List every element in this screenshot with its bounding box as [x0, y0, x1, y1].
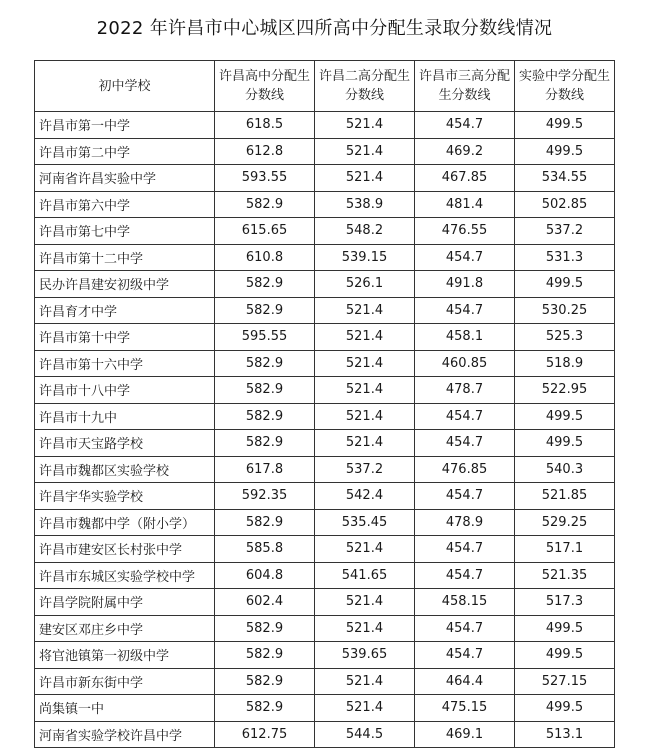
- school-name-cell: 许昌市第十中学: [35, 324, 215, 351]
- header-xuchang-second-high: 许昌二高分配生分数线: [315, 61, 415, 112]
- school-name-cell: 许昌市第二中学: [35, 138, 215, 165]
- xuchang-second-high-score-cell: 521.4: [315, 165, 415, 192]
- table-row: [35, 430, 615, 457]
- experimental-high-score-cell: 540.3: [515, 456, 615, 483]
- table-row: [35, 721, 615, 748]
- experimental-high-score-cell: 499.5: [515, 642, 615, 669]
- header-experimental-high: 实验中学分配生分数线: [515, 61, 615, 112]
- table-row: [35, 668, 615, 695]
- school-name-cell: 许昌市东城区实验学校中学: [35, 562, 215, 589]
- school-name-cell: 许昌市第六中学: [35, 191, 215, 218]
- xuchang-third-high-score-cell: 476.85: [415, 456, 515, 483]
- xuchang-second-high-score-cell: 539.65: [315, 642, 415, 669]
- experimental-high-score-cell: 513.1: [515, 721, 615, 748]
- xuchang-third-high-score-cell: 478.7: [415, 377, 515, 404]
- xuchang-second-high-score-cell: 521.4: [315, 297, 415, 324]
- school-name-cell: 许昌市魏都中学（附小学）: [35, 509, 215, 536]
- xuchang-high-score-cell: 582.9: [215, 191, 315, 218]
- xuchang-third-high-score-cell: 454.7: [415, 430, 515, 457]
- experimental-high-score-cell: 499.5: [515, 430, 615, 457]
- school-name-cell: 许昌市第十二中学: [35, 244, 215, 271]
- xuchang-high-score-cell: 617.8: [215, 456, 315, 483]
- table-row: [35, 377, 615, 404]
- experimental-high-score-cell: 502.85: [515, 191, 615, 218]
- xuchang-third-high-score-cell: 454.7: [415, 642, 515, 669]
- experimental-high-score-cell: 499.5: [515, 112, 615, 139]
- table-row: [35, 536, 615, 563]
- xuchang-second-high-score-cell: 521.4: [315, 324, 415, 351]
- experimental-high-score-cell: 499.5: [515, 615, 615, 642]
- xuchang-high-score-cell: 582.9: [215, 403, 315, 430]
- table-row: [35, 218, 615, 245]
- xuchang-high-score-cell: 582.9: [215, 430, 315, 457]
- xuchang-second-high-score-cell: 521.4: [315, 377, 415, 404]
- xuchang-second-high-score-cell: 537.2: [315, 456, 415, 483]
- table-row: [35, 297, 615, 324]
- school-name-cell: 河南省许昌实验中学: [35, 165, 215, 192]
- school-name-cell: 许昌学院附属中学: [35, 589, 215, 616]
- xuchang-third-high-score-cell: 469.2: [415, 138, 515, 165]
- school-name-cell: 尚集镇一中: [35, 695, 215, 722]
- xuchang-third-high-score-cell: 454.7: [415, 403, 515, 430]
- table-row: [35, 562, 615, 589]
- xuchang-high-score-cell: 595.55: [215, 324, 315, 351]
- score-table: [34, 60, 615, 748]
- experimental-high-score-cell: 530.25: [515, 297, 615, 324]
- xuchang-second-high-score-cell: 526.1: [315, 271, 415, 298]
- xuchang-third-high-score-cell: 460.85: [415, 350, 515, 377]
- xuchang-third-high-score-cell: 467.85: [415, 165, 515, 192]
- table-row: [35, 112, 615, 139]
- xuchang-high-score-cell: 582.9: [215, 297, 315, 324]
- xuchang-second-high-score-cell: 542.4: [315, 483, 415, 510]
- xuchang-third-high-score-cell: 454.7: [415, 615, 515, 642]
- xuchang-third-high-score-cell: 481.4: [415, 191, 515, 218]
- header-xuchang-third-high: 许昌市三高分配生分数线: [415, 61, 515, 112]
- table-row: [35, 165, 615, 192]
- xuchang-third-high-score-cell: 458.15: [415, 589, 515, 616]
- xuchang-third-high-score-cell: 454.7: [415, 536, 515, 563]
- experimental-high-score-cell: 529.25: [515, 509, 615, 536]
- xuchang-third-high-score-cell: 491.8: [415, 271, 515, 298]
- experimental-high-score-cell: 517.1: [515, 536, 615, 563]
- xuchang-third-high-score-cell: 475.15: [415, 695, 515, 722]
- school-name-cell: 将官池镇第一初级中学: [35, 642, 215, 669]
- xuchang-second-high-score-cell: 521.4: [315, 615, 415, 642]
- xuchang-second-high-score-cell: 521.4: [315, 403, 415, 430]
- school-name-cell: 建安区邓庄乡中学: [35, 615, 215, 642]
- school-name-cell: 许昌市新东街中学: [35, 668, 215, 695]
- school-name-cell: 许昌市第七中学: [35, 218, 215, 245]
- xuchang-second-high-score-cell: 521.4: [315, 350, 415, 377]
- xuchang-second-high-score-cell: 521.4: [315, 138, 415, 165]
- experimental-high-score-cell: 521.35: [515, 562, 615, 589]
- experimental-high-score-cell: 499.5: [515, 271, 615, 298]
- school-name-cell: 许昌市建安区长村张中学: [35, 536, 215, 563]
- xuchang-third-high-score-cell: 454.7: [415, 244, 515, 271]
- xuchang-high-score-cell: 612.8: [215, 138, 315, 165]
- xuchang-second-high-score-cell: 539.15: [315, 244, 415, 271]
- header-row: [35, 61, 615, 112]
- table-row: [35, 324, 615, 351]
- experimental-high-score-cell: 499.5: [515, 403, 615, 430]
- xuchang-third-high-score-cell: 469.1: [415, 721, 515, 748]
- xuchang-high-score-cell: 602.4: [215, 589, 315, 616]
- xuchang-second-high-score-cell: 521.4: [315, 112, 415, 139]
- xuchang-second-high-score-cell: 541.65: [315, 562, 415, 589]
- school-name-cell: 许昌市魏都区实验学校: [35, 456, 215, 483]
- experimental-high-score-cell: 537.2: [515, 218, 615, 245]
- table-row: [35, 589, 615, 616]
- experimental-high-score-cell: 527.15: [515, 668, 615, 695]
- xuchang-third-high-score-cell: 458.1: [415, 324, 515, 351]
- experimental-high-score-cell: 525.3: [515, 324, 615, 351]
- school-name-cell: 许昌市十八中学: [35, 377, 215, 404]
- xuchang-high-score-cell: 582.9: [215, 615, 315, 642]
- table-row: [35, 138, 615, 165]
- xuchang-second-high-score-cell: 521.4: [315, 430, 415, 457]
- xuchang-high-score-cell: 582.9: [215, 350, 315, 377]
- school-name-cell: 河南省实验学校许昌中学: [35, 721, 215, 748]
- xuchang-high-score-cell: 582.9: [215, 668, 315, 695]
- header-xuchang-high: 许昌高中分配生分数线: [215, 61, 315, 112]
- school-name-cell: 许昌宇华实验学校: [35, 483, 215, 510]
- xuchang-second-high-score-cell: 535.45: [315, 509, 415, 536]
- table-row: [35, 695, 615, 722]
- xuchang-high-score-cell: 582.9: [215, 377, 315, 404]
- experimental-high-score-cell: 499.5: [515, 138, 615, 165]
- xuchang-high-score-cell: 615.65: [215, 218, 315, 245]
- school-name-cell: 许昌市第一中学: [35, 112, 215, 139]
- xuchang-second-high-score-cell: 521.4: [315, 536, 415, 563]
- school-name-cell: 许昌市十九中: [35, 403, 215, 430]
- page-title: 2022 年许昌市中心城区四所高中分配生录取分数线情况: [96, 18, 553, 39]
- xuchang-third-high-score-cell: 454.7: [415, 112, 515, 139]
- table-row: [35, 403, 615, 430]
- xuchang-second-high-score-cell: 548.2: [315, 218, 415, 245]
- xuchang-third-high-score-cell: 454.7: [415, 483, 515, 510]
- xuchang-second-high-score-cell: 521.4: [315, 589, 415, 616]
- xuchang-high-score-cell: 582.9: [215, 271, 315, 298]
- xuchang-high-score-cell: 585.8: [215, 536, 315, 563]
- experimental-high-score-cell: 522.95: [515, 377, 615, 404]
- table-row: [35, 509, 615, 536]
- school-name-cell: 许昌市第十六中学: [35, 350, 215, 377]
- experimental-high-score-cell: 517.3: [515, 589, 615, 616]
- xuchang-third-high-score-cell: 476.55: [415, 218, 515, 245]
- xuchang-high-score-cell: 604.8: [215, 562, 315, 589]
- experimental-high-score-cell: 534.55: [515, 165, 615, 192]
- experimental-high-score-cell: 531.3: [515, 244, 615, 271]
- table-row: [35, 271, 615, 298]
- table-row: [35, 350, 615, 377]
- xuchang-high-score-cell: 593.55: [215, 165, 315, 192]
- table-row: [35, 642, 615, 669]
- school-name-cell: 许昌市天宝路学校: [35, 430, 215, 457]
- xuchang-third-high-score-cell: 454.7: [415, 562, 515, 589]
- xuchang-high-score-cell: 582.9: [215, 695, 315, 722]
- xuchang-second-high-score-cell: 521.4: [315, 695, 415, 722]
- xuchang-second-high-score-cell: 544.5: [315, 721, 415, 748]
- table-row: [35, 244, 615, 271]
- table-row: [35, 483, 615, 510]
- experimental-high-score-cell: 518.9: [515, 350, 615, 377]
- xuchang-second-high-score-cell: 538.9: [315, 191, 415, 218]
- school-name-cell: 许昌育才中学: [35, 297, 215, 324]
- header-school: 初中学校: [35, 61, 215, 112]
- experimental-high-score-cell: 499.5: [515, 695, 615, 722]
- xuchang-high-score-cell: 582.9: [215, 642, 315, 669]
- xuchang-high-score-cell: 618.5: [215, 112, 315, 139]
- xuchang-third-high-score-cell: 478.9: [415, 509, 515, 536]
- xuchang-high-score-cell: 582.9: [215, 509, 315, 536]
- experimental-high-score-cell: 521.85: [515, 483, 615, 510]
- xuchang-second-high-score-cell: 521.4: [315, 668, 415, 695]
- table-row: [35, 191, 615, 218]
- table-row: [35, 615, 615, 642]
- school-name-cell: 民办许昌建安初级中学: [35, 271, 215, 298]
- xuchang-high-score-cell: 592.35: [215, 483, 315, 510]
- xuchang-high-score-cell: 610.8: [215, 244, 315, 271]
- xuchang-third-high-score-cell: 464.4: [415, 668, 515, 695]
- xuchang-high-score-cell: 612.75: [215, 721, 315, 748]
- table-row: [35, 456, 615, 483]
- xuchang-third-high-score-cell: 454.7: [415, 297, 515, 324]
